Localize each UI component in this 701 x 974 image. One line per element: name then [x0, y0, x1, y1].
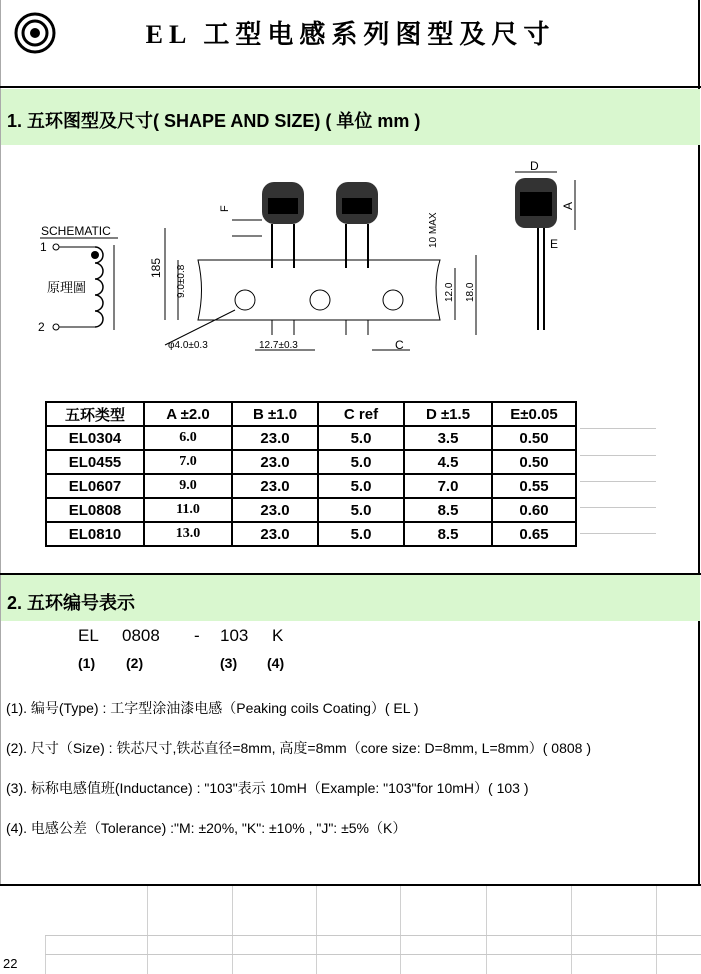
table-cell: 23.0	[232, 474, 318, 498]
schematic-label: SCHEMATIC	[41, 224, 111, 238]
grid-line	[486, 885, 487, 974]
col-header: A ±2.0	[144, 402, 232, 426]
pin-2-label: 2	[38, 320, 45, 334]
part-code-size: 0808	[122, 626, 160, 645]
page-number: 22	[3, 956, 18, 971]
table-cell: 0.65	[492, 522, 576, 546]
part-label-4: (4)	[267, 655, 285, 671]
part-label-1: (1)	[78, 655, 96, 671]
table-cell: EL0607	[46, 474, 144, 498]
dim-185: 185	[149, 257, 163, 278]
table-row	[46, 426, 576, 450]
grid-line	[400, 885, 401, 974]
dim-hole: φ4.0±0.3	[168, 340, 208, 351]
table-cell: 6.0	[144, 426, 232, 450]
dim-a: A	[561, 201, 575, 210]
schematic-caption: 原理圖	[47, 280, 87, 295]
table-cell: 7.0	[404, 474, 492, 498]
table-cell: 23.0	[232, 498, 318, 522]
table-cell: 7.0	[144, 450, 232, 474]
dimension-table	[45, 401, 577, 547]
dim-18: 18.0	[465, 282, 476, 302]
dim-10max: 10 MAX	[428, 212, 439, 248]
table-cell: 4.5	[404, 450, 492, 474]
grid-line	[232, 885, 233, 974]
table-cell: 0.50	[492, 450, 576, 474]
grid-line	[45, 935, 701, 936]
table-cell: EL0810	[46, 522, 144, 546]
part-code-type: EL	[78, 626, 99, 645]
pin-1-label: 1	[40, 240, 47, 254]
dim-12: 12.0	[444, 282, 455, 302]
table-cell: 9.0	[144, 474, 232, 498]
table-cell: 0.50	[492, 426, 576, 450]
col-header: B ±1.0	[232, 402, 318, 426]
shape-drawing	[0, 150, 701, 400]
grid-line	[656, 885, 657, 974]
dim-e: E	[550, 237, 559, 251]
table-cell: EL0455	[46, 450, 144, 474]
col-header: 五环类型	[46, 402, 144, 426]
table-cell: 5.0	[318, 498, 404, 522]
section-1-heading: 1. 五环图型及尺寸( SHAPE AND SIZE) ( 单位 mm )	[7, 111, 421, 131]
section-2-header	[1, 575, 700, 621]
table-cell: 5.0	[318, 522, 404, 546]
col-header: E±0.05	[492, 402, 576, 426]
table-cell: 23.0	[232, 522, 318, 546]
table-cell: 5.0	[318, 426, 404, 450]
section-2-heading: 2. 五环编号表示	[7, 593, 136, 613]
dim-d: D	[530, 159, 539, 173]
part-code-inductance: 103	[220, 626, 249, 645]
part-label-2: (2)	[126, 655, 144, 671]
table-cell: 23.0	[232, 450, 318, 474]
table-row	[46, 522, 576, 546]
table-cell: EL0808	[46, 498, 144, 522]
table-cell: 5.0	[318, 474, 404, 498]
table-cell: 0.55	[492, 474, 576, 498]
grid-line	[147, 885, 148, 974]
table-row	[46, 450, 576, 474]
grid-line	[45, 954, 701, 955]
table-cell: 3.5	[404, 426, 492, 450]
part-label-3: (3)	[220, 655, 238, 671]
col-header: C ref	[318, 402, 404, 426]
table-cell: 5.0	[318, 450, 404, 474]
dim-f: F	[219, 205, 231, 212]
page-title: EL 工型电感系列图型及尺寸	[145, 20, 556, 49]
divider	[0, 86, 701, 88]
grid-line	[571, 885, 572, 974]
description-line: (1). 编号(Type) : 工字型涂油漆电感（Peaking coils Coating）( EL )	[6, 700, 419, 716]
table-cell: 13.0	[144, 522, 232, 546]
description-line: (3). 标称电感值班(Inductance) : "103"表示 10mH（Example: "103"for 10mH）( 103 )	[6, 780, 529, 796]
grid-line	[316, 885, 317, 974]
col-header: D ±1.5	[404, 402, 492, 426]
table-cell: 8.5	[404, 522, 492, 546]
table-cell: 11.0	[144, 498, 232, 522]
dim-9: 9.0±0.8	[176, 264, 187, 298]
dim-c: C	[395, 338, 404, 352]
description-line: (4). 电感公差（Tolerance) :"M: ±20%, "K": ±10% , "J": ±5%（K）	[6, 820, 407, 836]
part-code-tolerance: K	[272, 626, 284, 645]
section-1-header	[1, 89, 700, 145]
table-row	[46, 498, 576, 522]
table-header-row	[46, 402, 576, 426]
description-line: (2). 尺寸（Size) : 铁芯尺寸,铁芯直径=8mm, 高度=8mm（core size: D=8mm, L=8mm）( 0808 )	[6, 740, 591, 756]
table-cell: EL0304	[46, 426, 144, 450]
page-frame-bottom	[0, 884, 701, 886]
table-row	[46, 474, 576, 498]
table-cell: 0.60	[492, 498, 576, 522]
dim-pitch: 12.7±0.3	[259, 340, 298, 351]
part-code-dash: -	[194, 626, 200, 645]
table-cell: 23.0	[232, 426, 318, 450]
table-cell: 8.5	[404, 498, 492, 522]
